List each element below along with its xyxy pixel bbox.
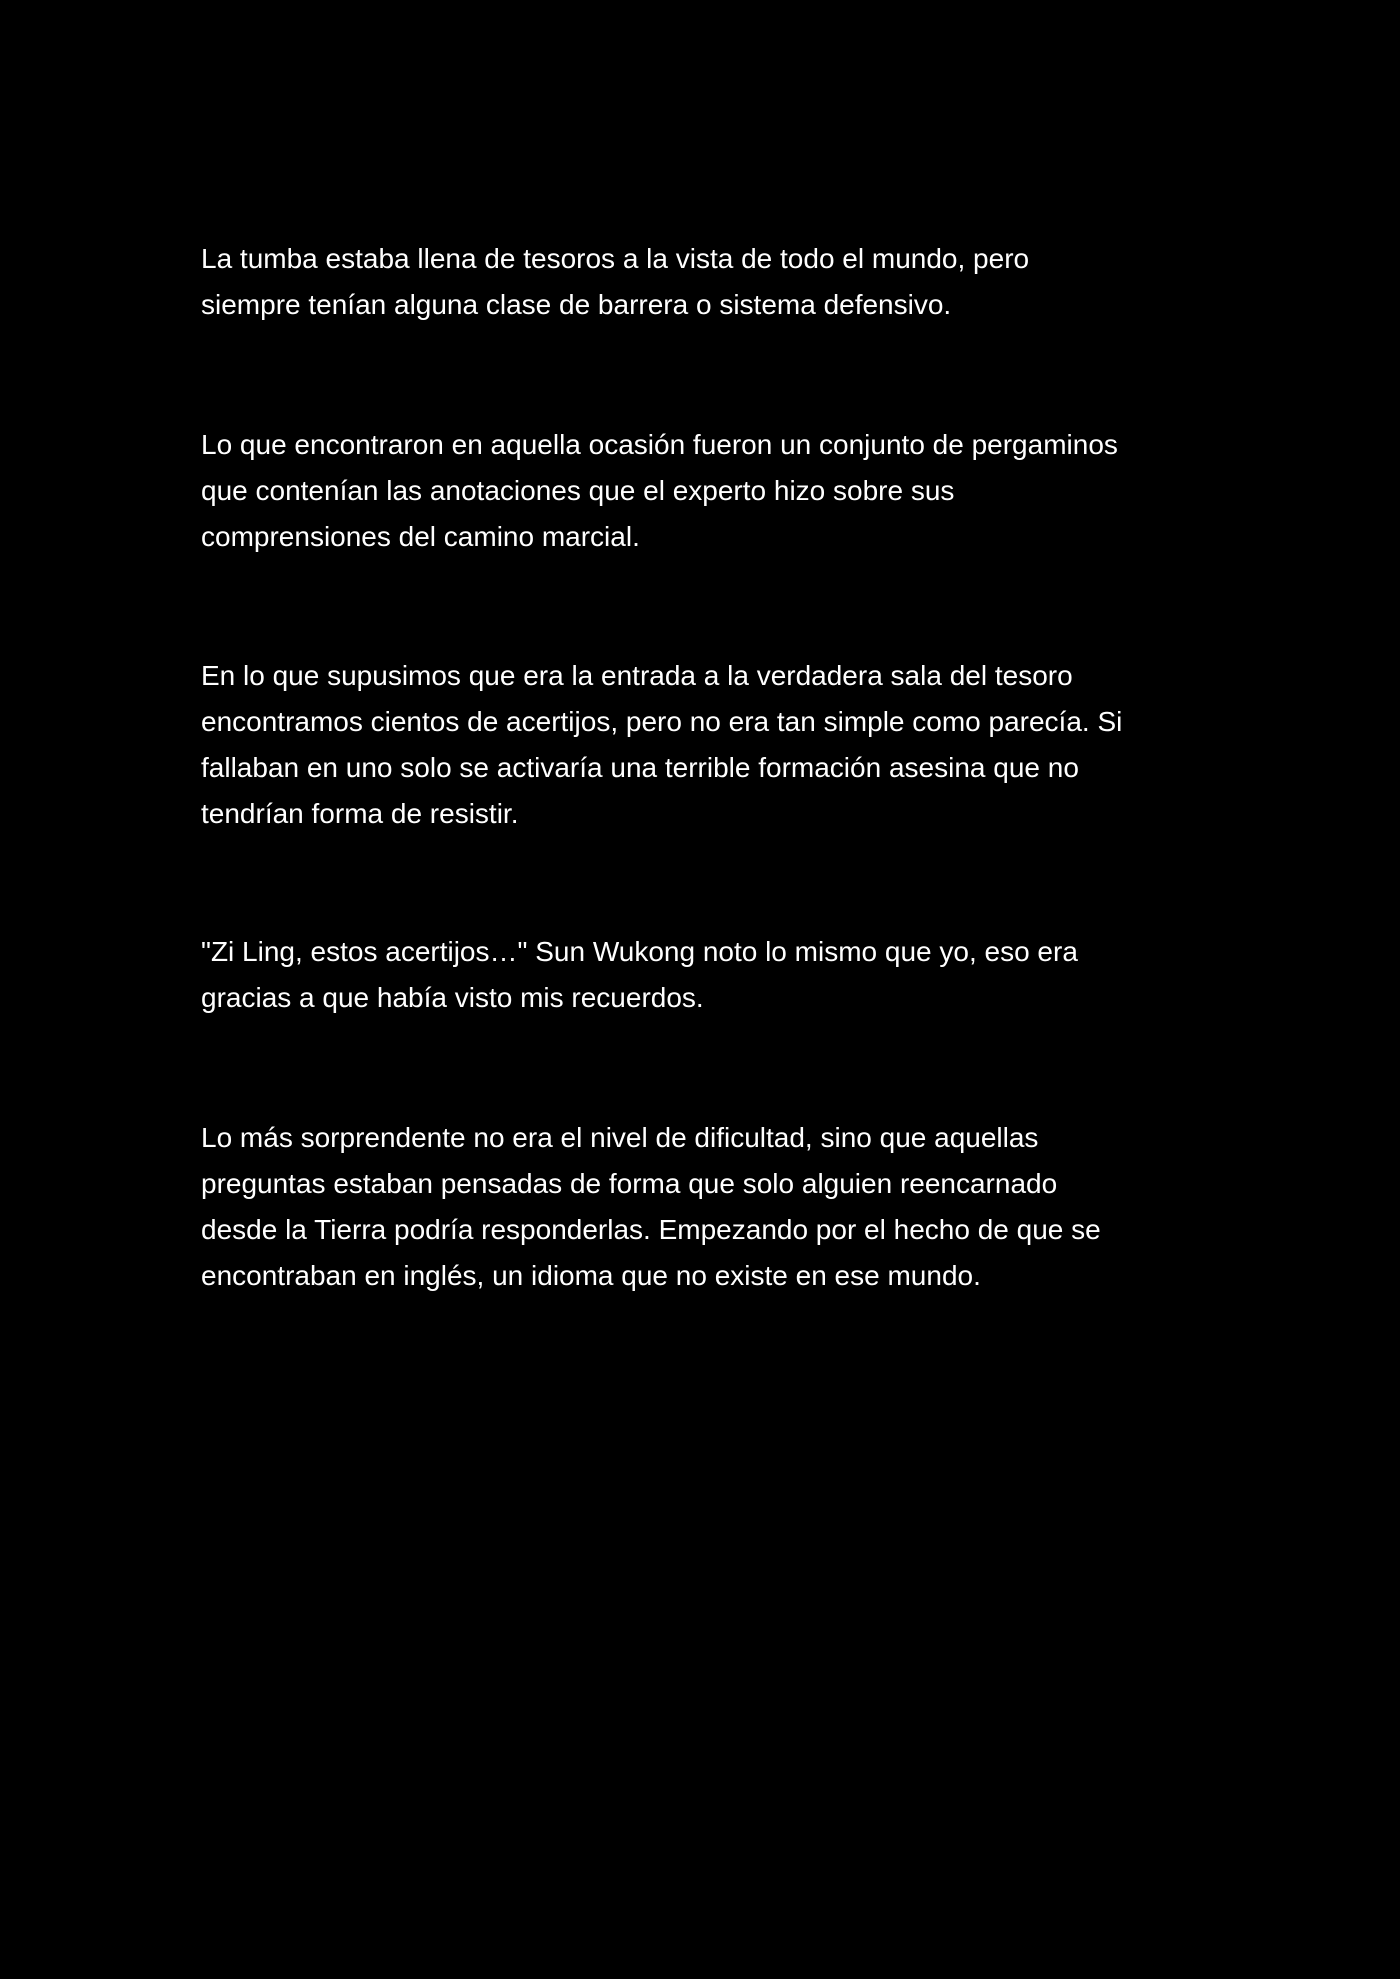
paragraph-3 — [201, 653, 1211, 837]
paragraph-2 — [201, 422, 1211, 560]
text-line: Lo que encontraron en aquella ocasión fueron un conjunto de pergaminos — [201, 429, 1118, 460]
text-line: Lo más sorprendente no era el nivel de dificultad, sino que aquellas — [201, 1122, 1039, 1153]
paragraph-1 — [201, 236, 1211, 328]
text-line: tendrían forma de resistir. — [201, 798, 519, 829]
text-line: "Zi Ling, estos acertijos…" Sun Wukong noto lo mismo que yo, eso era — [201, 936, 1078, 967]
text-line: gracias a que había visto mis recuerdos. — [201, 982, 704, 1013]
paragraph-5 — [201, 1115, 1211, 1299]
text-line: desde la Tierra podría responderlas. Empezando por el hecho de que se — [201, 1214, 1101, 1245]
paragraph-4 — [201, 929, 1211, 1021]
text-line: encontramos cientos de acertijos, pero no era tan simple como parecía. Si — [201, 706, 1123, 737]
text-line: comprensiones del camino marcial. — [201, 521, 640, 552]
text-line: preguntas estaban pensadas de forma que solo alguien reencarnado — [201, 1168, 1058, 1199]
text-line: que contenían las anotaciones que el experto hizo sobre sus — [201, 475, 955, 506]
text-line: La tumba estaba llena de tesoros a la vista de todo el mundo, pero — [201, 243, 1030, 274]
text-line: En lo que supusimos que era la entrada a la verdadera sala del tesoro — [201, 660, 1073, 691]
text-line: fallaban en uno solo se activaría una terrible formación asesina que no — [201, 752, 1079, 783]
text-line: encontraban en inglés, un idioma que no existe en ese mundo. — [201, 1260, 981, 1291]
text-line: siempre tenían alguna clase de barrera o sistema defensivo. — [201, 289, 952, 320]
